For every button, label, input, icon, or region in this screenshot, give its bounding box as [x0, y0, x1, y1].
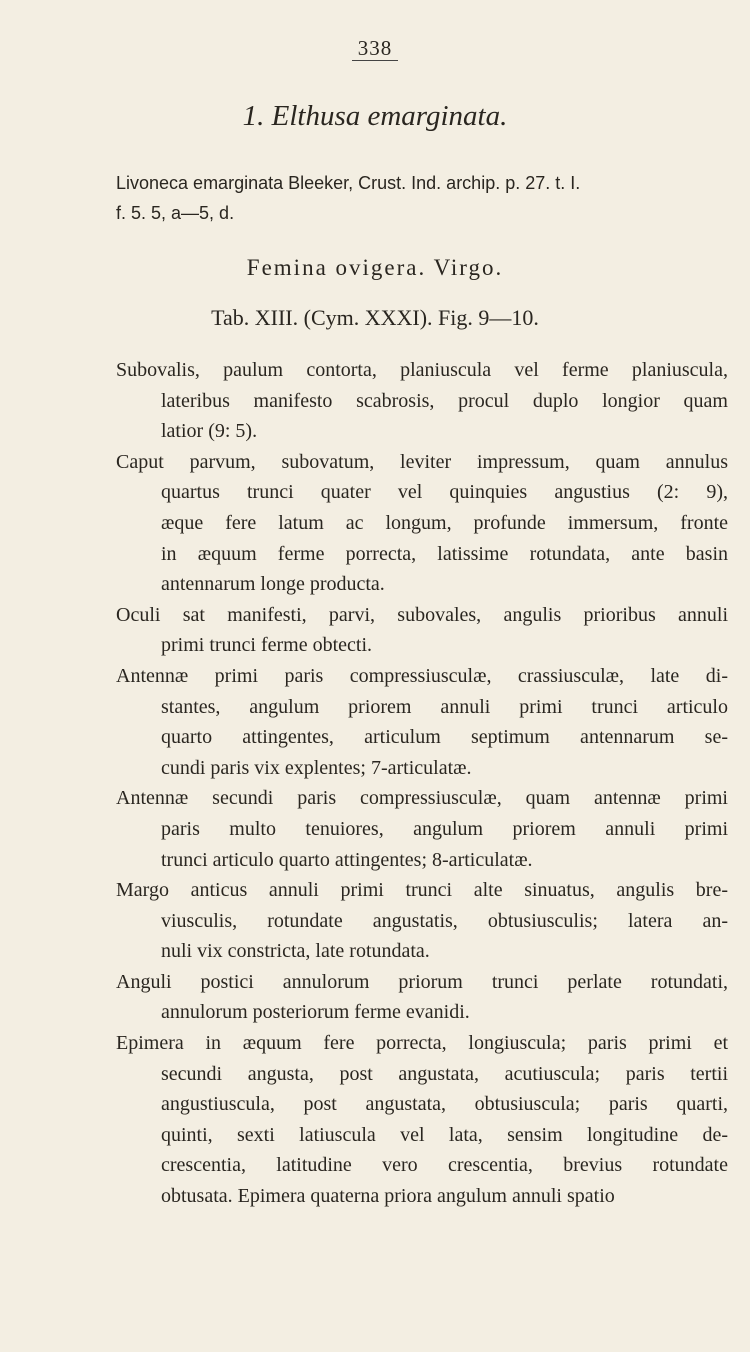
- paragraph-line: primi trunci ferme obtecti.: [161, 634, 373, 657]
- synonymy-reference: [116, 168, 726, 228]
- description-paragraph: [116, 600, 728, 661]
- paragraph-line: in æquum ferme porrecta, latissime rotundata, ante basin: [161, 542, 728, 565]
- paragraph-line: cundi paris vix explentes; 7-articulatæ.: [161, 756, 472, 779]
- paragraph-line: obtusata. Epimera quaterna priora angulum annuli spatio: [161, 1185, 615, 1208]
- description-paragraph: [116, 783, 728, 875]
- paragraph-line: latior (9: 5).: [161, 420, 258, 443]
- description-body: [116, 355, 728, 1212]
- species-title: 1. Elthusa emarginata.: [242, 100, 508, 132]
- paragraph-line: Oculi sat manifesti, parvi, subovales, angulis prioribus annuli: [116, 603, 728, 626]
- paragraph-line: quartus trunci quater vel quinquies angustius (2: 9),: [161, 481, 728, 504]
- description-paragraph: [116, 967, 728, 1028]
- paragraph-line: crescentia, latitudine vero crescentia, brevius rotundate: [161, 1154, 728, 1177]
- paragraph-line: Caput parvum, subovatum, leviter impressum, quam annulus: [116, 450, 728, 473]
- description-paragraph: [116, 355, 728, 447]
- description-paragraph: [116, 661, 728, 783]
- paragraph-line: Subovalis, paulum contorta, planiuscula vel ferme planiuscula,: [116, 359, 728, 381]
- synonymy-line: Livoneca emarginata Bleeker, Crust. Ind. archip. p. 27. t. I.: [116, 173, 581, 193]
- paragraph-line: antennarum longe producta.: [161, 573, 385, 596]
- sex-status: Femina ovigera. Virgo.: [246, 255, 504, 280]
- paragraph-line: trunci articulo quarto attingentes; 8-articulatæ.: [161, 848, 533, 871]
- paragraph-line: æque fere latum ac longum, profunde immersum, fronte: [161, 511, 728, 534]
- description-paragraph: [116, 875, 728, 967]
- paragraph-line: angustiuscula, post angustata, obtusiuscula; paris quarti,: [161, 1093, 728, 1116]
- paragraph-line: paris multo tenuiores, angulum priorem annuli primi: [161, 817, 728, 840]
- paragraph-line: nuli vix constricta, late rotundata.: [161, 940, 430, 963]
- plate-reference: Tab. XIII. (Cym. XXXI). Fig. 9—10.: [211, 305, 539, 330]
- paragraph-line: Antennæ primi paris compressiusculæ, crassiusculæ, late di-: [116, 664, 728, 687]
- paragraph-line: stantes, angulum priorem annuli primi trunci articulo: [161, 695, 728, 718]
- paragraph-line: lateribus manifesto scabrosis, procul duplo longior quam: [161, 389, 728, 412]
- paragraph-line: Epimera in æquum fere porrecta, longiuscula; paris primi et: [116, 1032, 728, 1055]
- description-paragraph: [116, 1028, 728, 1212]
- description-paragraph: [116, 447, 728, 600]
- paragraph-line: Anguli postici annulorum priorum trunci perlate rotundati,: [116, 970, 728, 993]
- paragraph-line: Antennæ secundi paris compressiusculæ, quam antennæ primi: [116, 787, 728, 810]
- paragraph-line: Margo anticus annuli primi trunci alte sinuatus, angulis bre-: [116, 879, 728, 902]
- paragraph-line: annulorum posteriorum ferme evanidi.: [161, 1001, 470, 1024]
- paragraph-line: quarto attingentes, articulum septimum antennarum se-: [161, 726, 728, 749]
- paragraph-line: viusculis, rotundate angustatis, obtusiusculis; latera an-: [161, 909, 728, 932]
- synonymy-line: f. 5. 5, a—5, d.: [116, 203, 235, 223]
- paragraph-line: secundi angusta, post angustata, acutiuscula; paris tertii: [161, 1062, 728, 1085]
- paragraph-line: quinti, sexti latiuscula vel lata, sensim longitudine de-: [161, 1123, 728, 1146]
- page-number: 338: [0, 36, 750, 61]
